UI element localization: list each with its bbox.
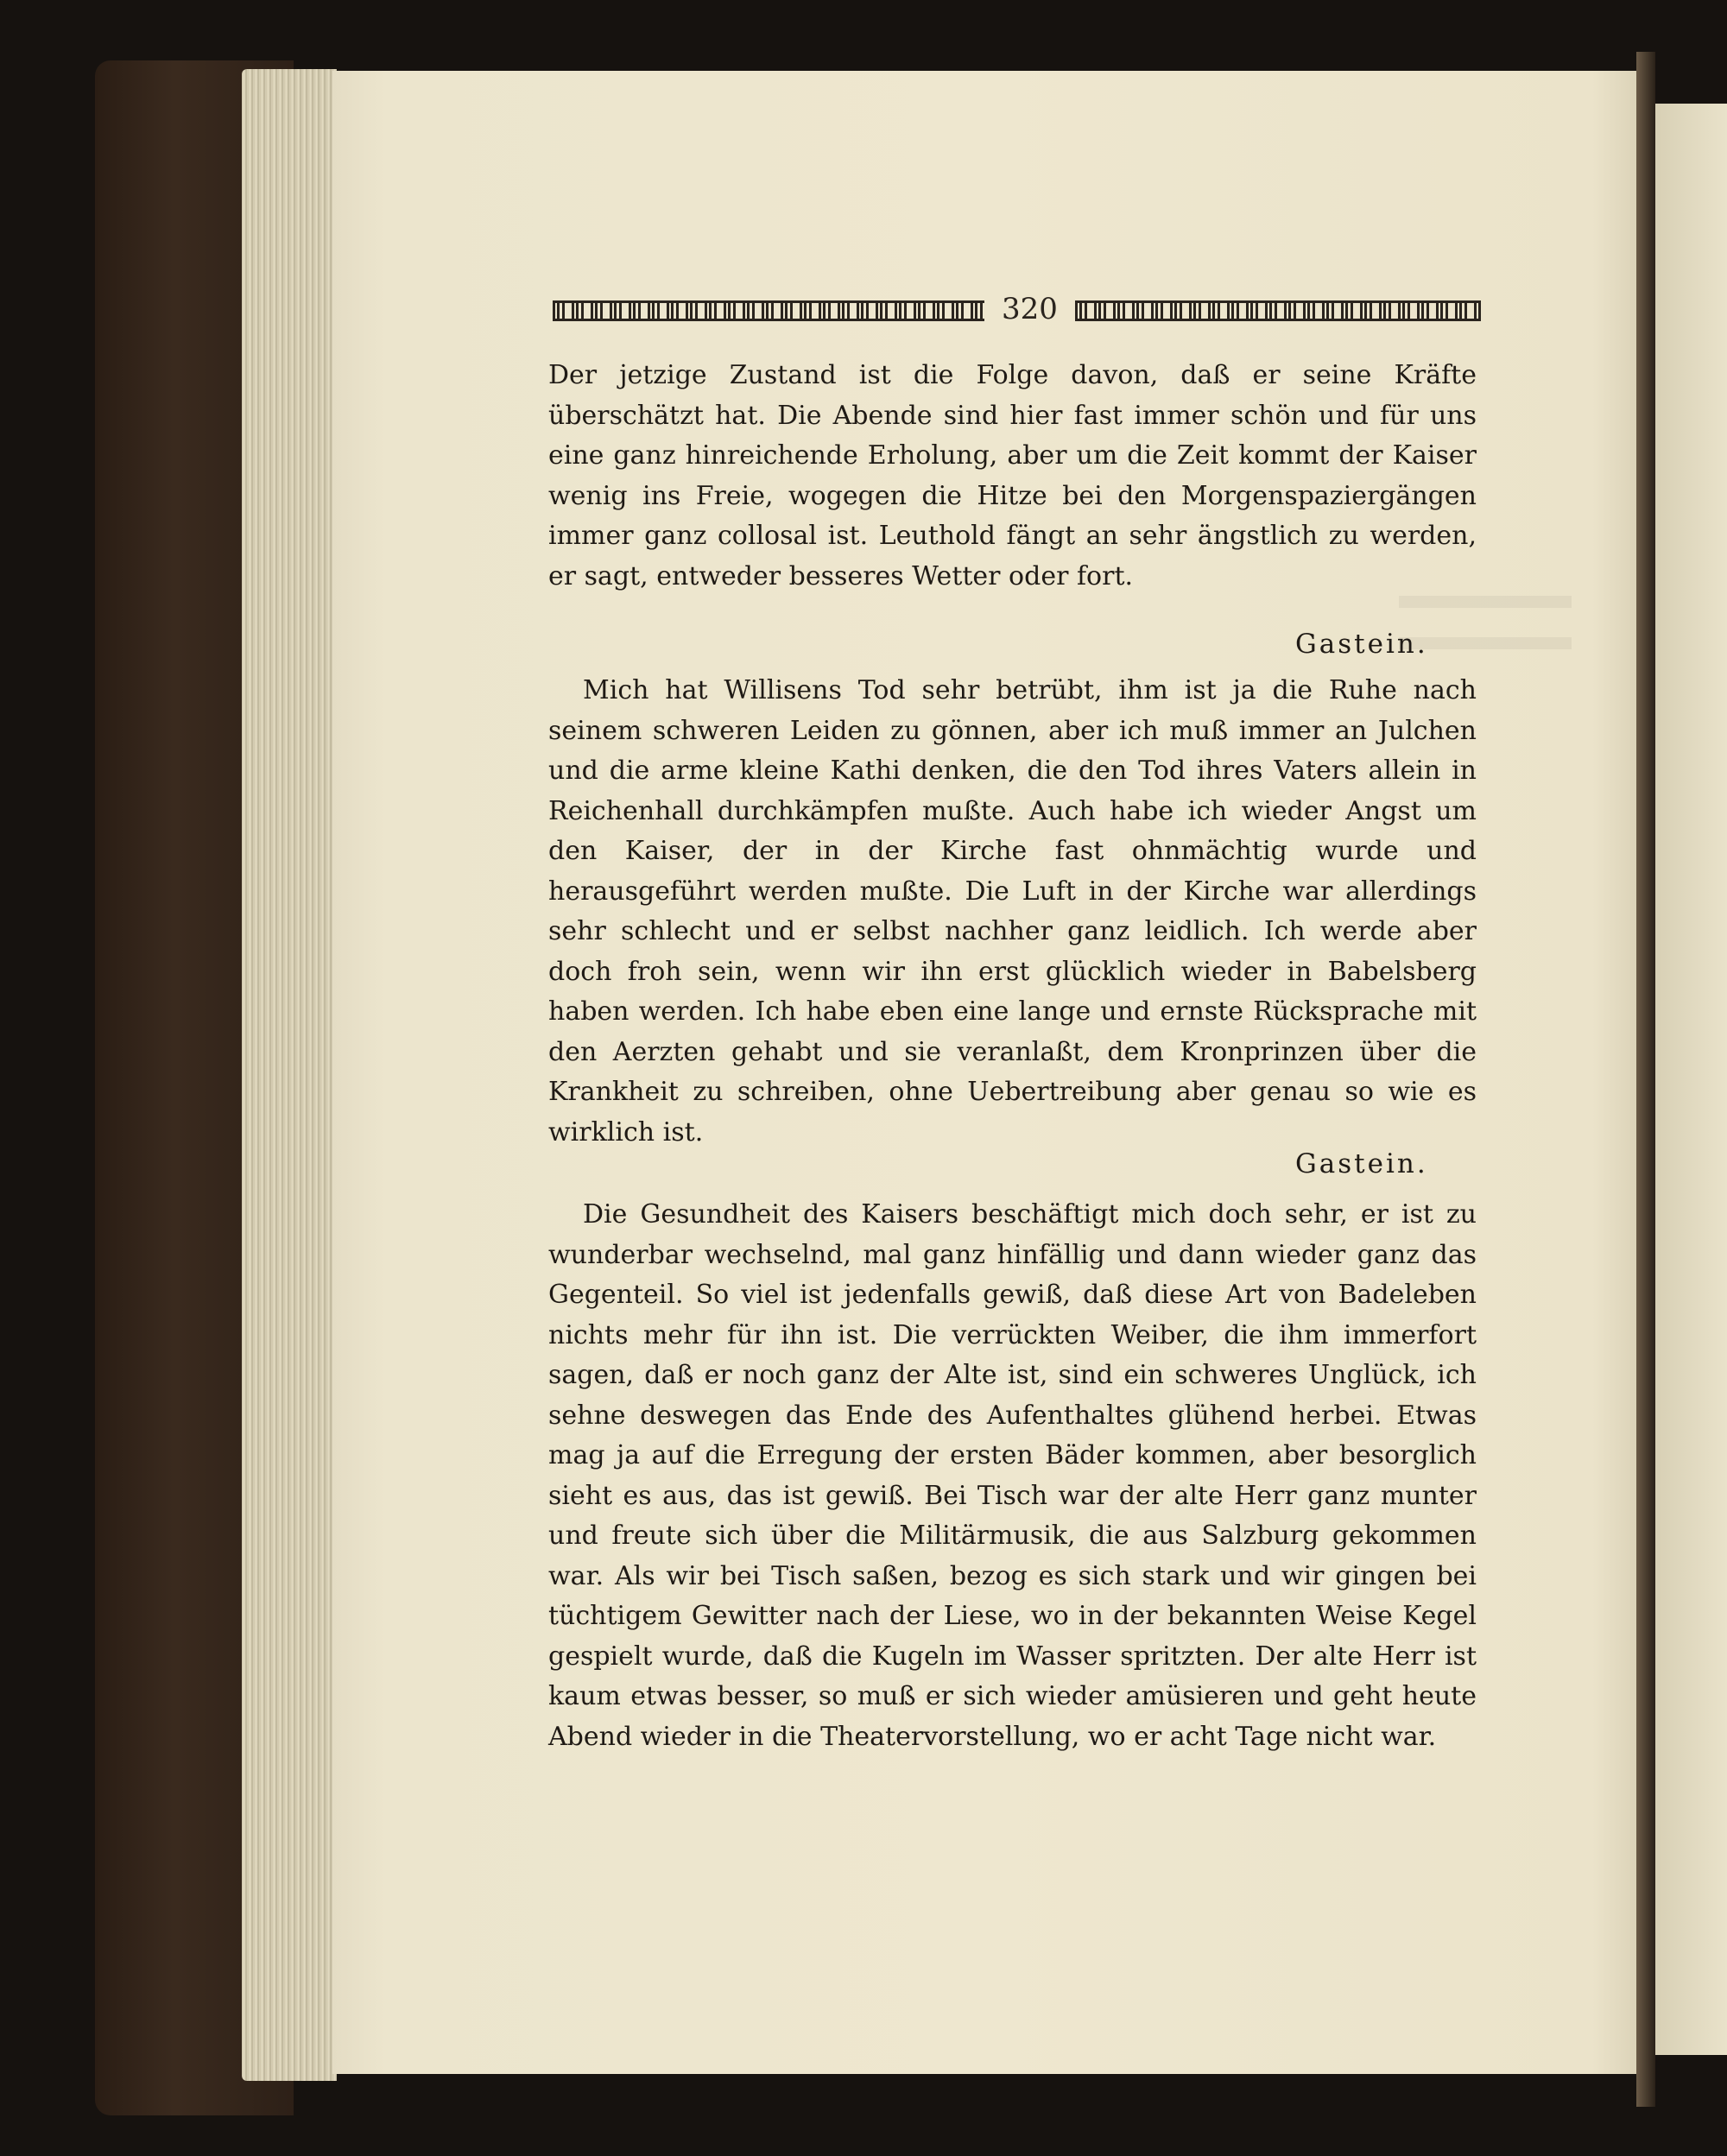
page-edges [242,69,337,2081]
paragraph-3: Die Gesundheit des Kaisers beschäftigt mich doch sehr, er ist zu wunderbar wechselnd, mal ganz hinfällig und dann wieder ganz das Gegenteil. So viel ist jedenfalls gewiß, daß diese Art von Badeleben nichts mehr für ihn ist. Die verrückten Weiber, die ihm immerfort sagen, daß er noch ganz der Alte ist, sind ein schweres Unglück, ich sehne deswegen das Ende des Aufenthaltes glühend herbei. Etwas mag ja auf die Erregung der ersten Bäder kommen, aber besorglich sieht es aus, das ist gewiß. Bei Tisch war der alte Herr ganz munter und freute sich über die Militärmusik, die aus Salzburg gekommen war. Als wir bei Tisch saßen, bezog es sich stark und wir gingen bei tüchtigem Gewitter nach der Liese, wo in der bekannten Weise Kegel gespielt wurde, daß die Kugeln im Wasser spritzten. Der alte Herr ist kaum etwas besser, so muß er sich wieder amüsieren und geht heute Abend wieder in die Theatervorstellung, wo er acht Tage nicht war. [548,1199,1477,1752]
place-heading-gastein-2: Gastein. [1295,1148,1428,1179]
header-ornament-left [553,300,984,321]
page-header [553,292,1481,326]
place-heading-gastein-1: Gastein. [1295,629,1428,660]
paragraph-1: Der jetzige Zustand ist die Folge davon, daß er seine Kräfte überschätzt hat. Die Abende sind hier fast immer schön und für uns eine ganz hinreichende Erholung, aber um die Zeit kommt der Kaiser wenig ins Freie, wogegen die Hitze bei den Morgenspaziergängen immer ganz collosal ist. Leuthold fängt an sehr ängstlich zu werden, er sagt, entweder besseres Wetter oder fort. [548,360,1477,591]
paragraph-2: Mich hat Willisens Tod sehr betrübt, ihm ist ja die Ruhe nach seinem schweren Leiden zu gönnen, aber ich muß immer an Julchen und die arme kleine Kathi denken, die den Tod ihres Vaters allein in Reichenhall durchkämpfen mußte. Auch habe ich wieder Angst um den Kaiser, der in der Kirche fast ohnmächtig wurde und herausgeführt werden mußte. Die Luft in der Kirche war allerdings sehr schlecht und er selbst nachher ganz leidlich. Ich werde aber doch froh sein, wenn wir ihn erst glücklich wieder in Babelsberg haben werden. Ich habe eben eine lange und ernste Rücksprache mit den Aerzten gehabt und sie veranlaßt, dem Kronprinzen über die Krankheit zu schreiben, ohne Uebertreibung aber genau so wie es wirklich ist. [548,675,1477,1148]
header-ornament-right [1075,300,1481,321]
facing-page-edge [1655,104,1727,2055]
book-gutter [1636,52,1655,2107]
bleed-through-mark [1399,596,1572,608]
page-number: 320 [1002,292,1058,326]
